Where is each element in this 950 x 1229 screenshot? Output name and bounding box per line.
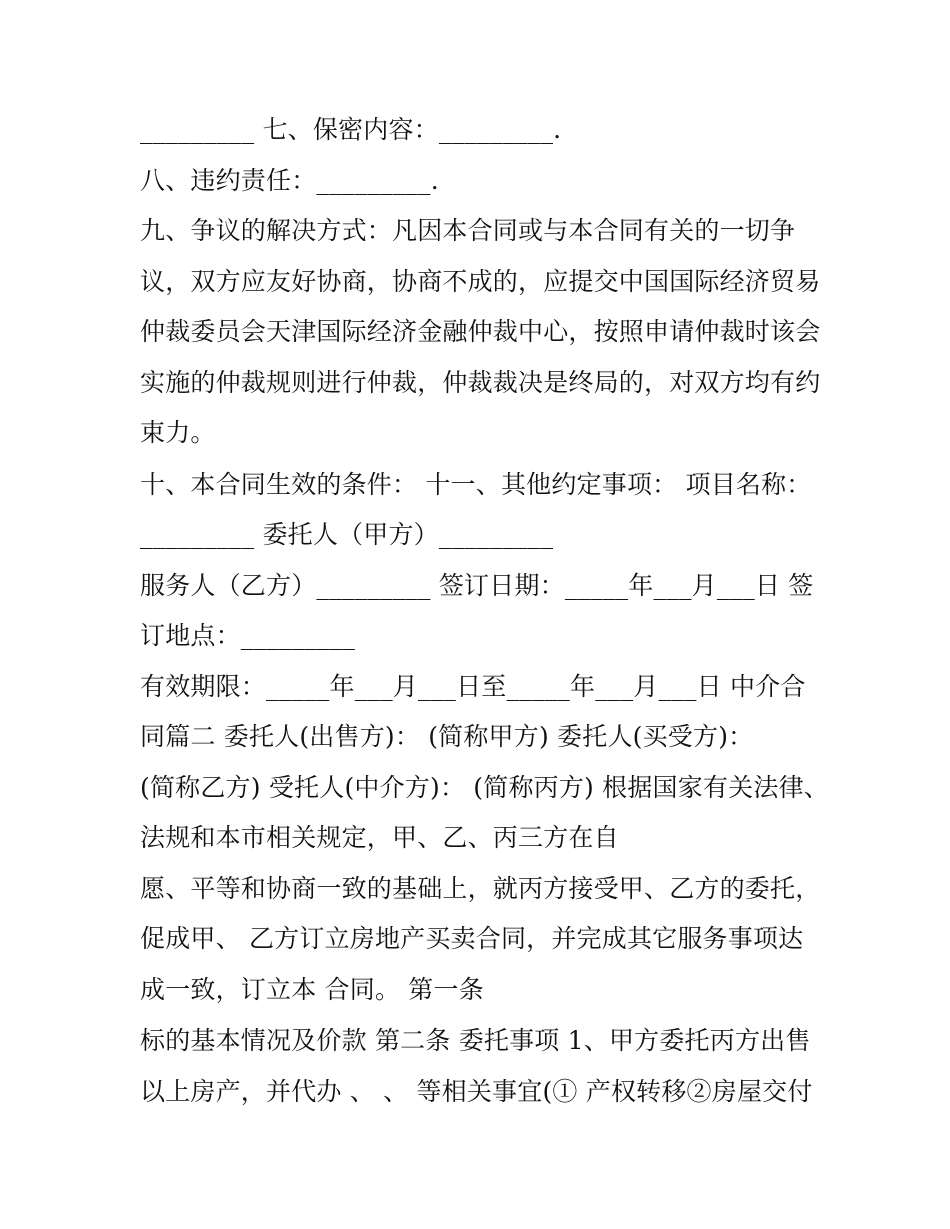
text-line-3: 九、争议的解决方式：凡因本合同或与本合同有关的一切争	[140, 216, 796, 245]
text-line-2: 八、违约责任：_________.	[140, 166, 439, 195]
text-line-5: 仲裁委员会天津国际经济金融仲裁中心，按照申请仲裁时该会	[140, 317, 821, 346]
text-line-11: 订地点：_________	[140, 621, 356, 650]
text-line-17: 促成甲、 乙方订立房地产买卖合同，并完成其它服务事项达	[140, 924, 804, 953]
text-line-7: 束力。	[140, 418, 216, 447]
text-line-4: 议，双方应友好协商，协商不成的，应提交中国国际经济贸易	[140, 267, 821, 296]
text-line-6: 实施的仲裁规则进行仲裁，仲裁裁决是终局的，对双方均有约	[140, 368, 821, 397]
text-line-10: 服务人（乙方）_________ 签订日期：_____年___月___日 签	[140, 571, 814, 600]
text-line-13: 同篇二 委托人(出售方)： (简称甲方) 委托人(买受方)：	[140, 722, 754, 751]
text-line-18: 成一致，订立本 合同。 第一条	[140, 975, 484, 1004]
text-line-9: _________ 委托人（甲方）_________	[140, 520, 554, 549]
text-line-15: 法规和本市相关规定，甲、乙、丙三方在自	[140, 823, 619, 852]
text-line-12: 有效期限：_____年___月___日至_____年___月___日 中介合	[140, 672, 806, 701]
text-line-1: _________ 七、保密内容：_________.	[140, 115, 562, 144]
text-line-20: 以上房产，并代办 、 、 等相关事宜(① 产权转移②房屋交付	[140, 1077, 813, 1106]
text-line-16: 愿、平等和协商一致的基础上，就丙方接受甲、乙方的委托，	[140, 874, 821, 903]
text-line-14: (简称乙方) 受托人(中介方)： (简称丙方) 根据国家有关法律、	[140, 773, 829, 802]
text-line-8: 十、本合同生效的条件： 十一、其他约定事项： 项目名称：	[140, 470, 812, 499]
text-line-19: 标的基本情况及价款 第二条 委托事项 1、甲方委托丙方出售	[140, 1026, 811, 1055]
